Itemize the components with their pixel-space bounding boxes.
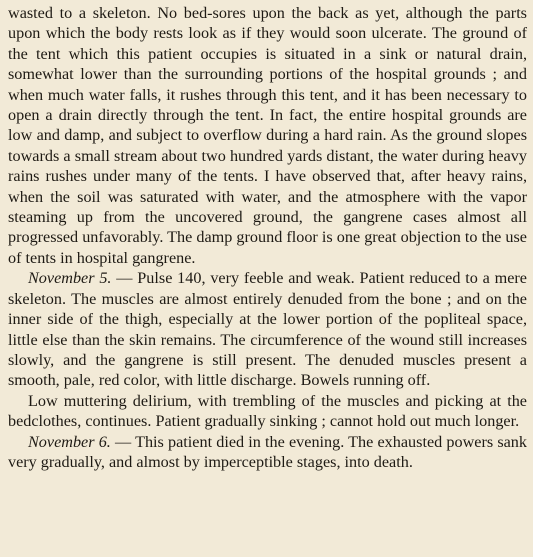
paragraph-text: — Pulse 140, very feeble and weak. Patient reduced to a mere skeleton. The muscles are almost entirely denuded from the bone ; and on the inner side of the thigh, especially at the lower portion of the popliteal space, little else than the skin remains. The circumference of the wound still increases slowly, and the gangrene is still present. The denuded muscles present a smooth, pale, red color, with little discharge. Bowels running off. — [8, 269, 527, 390]
paragraph-text: wasted to a skeleton. No bed-sores upon the back as yet, although the parts upon which the body rests look as if they would soon ulcerate. The ground of the tent which this patient occupies is situated in a sink or natural drain, somewhat lower than the surrounding portions of the hospital grounds ; and when much water falls, it rushes through this tent, and it has been necessary to open a drain directly through the tent. In fact, the entire hospital grounds are low and damp, and subject to overflow during a hard rain. As the ground slopes towards a small stream about two hundred yards distant, the water during heavy rains rushes under many of the tents. I have observed that, after heavy rains, when the soil was saturated with water, and the atmosphere with the vapor steaming up from the uncovered ground, the gangrene cases almost all progressed unfavorably. The damp ground floor is one great objection to the use of tents in hospital gangrene. — [8, 4, 527, 267]
paragraph-delirium — [8, 391, 527, 432]
paragraph-november-6 — [8, 432, 527, 473]
paragraph-november-5 — [8, 268, 527, 390]
paragraph-continued-case-notes — [8, 3, 527, 268]
entry-date: November 6. — [28, 432, 111, 451]
entry-date: November 5. — [28, 269, 112, 288]
paragraph-text: Low muttering delirium, with trembling of the muscles and picking at the bedclothes, continues. Patient gradually sinking ; cannot hold out much longer. — [8, 391, 527, 431]
paragraph-text: — This patient died in the evening. The exhausted powers sank very gradually, and almost by imperceptible stages, into death. — [8, 432, 527, 471]
